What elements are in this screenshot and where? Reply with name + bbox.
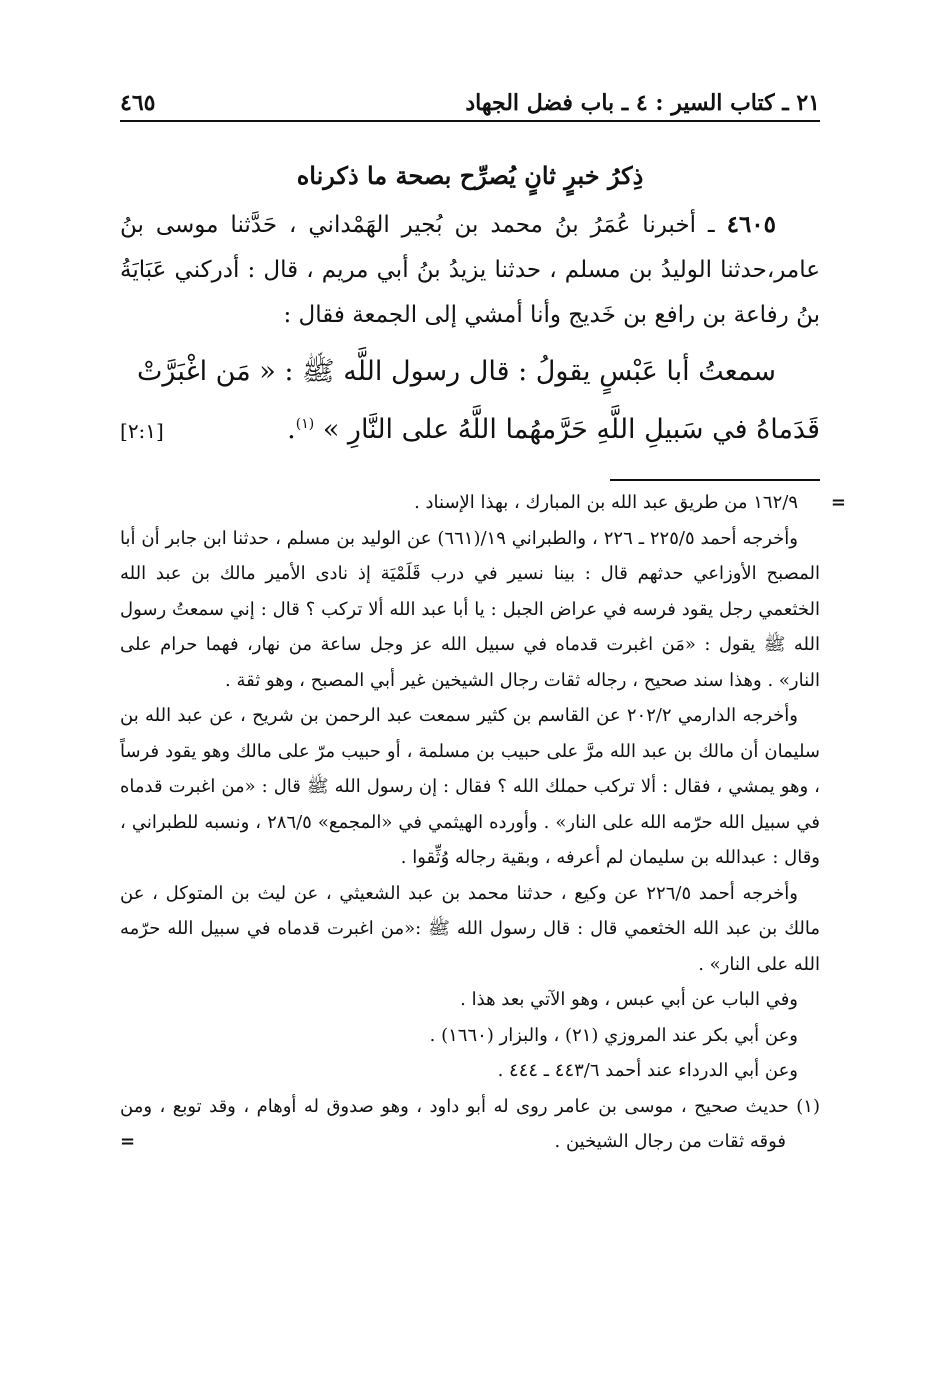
matn-line-2: [120, 398, 820, 457]
running-header: [120, 80, 820, 122]
hadith-number: ٤٦٠٥: [726, 211, 777, 238]
end-continuation-marker: =: [120, 1131, 136, 1152]
continuation-marker: =: [830, 492, 846, 513]
footnote-para-4: وأخرجه أحمد ٢٢٦/٥ عن وكيع ، حدثنا محمد بن عبد الشعيثي ، عن ليث بن المتوكل ، عن مالك بن عبد الله الخثعمي قال : قال رسول الله ﷺ :«من اغبرت قدماه في سبيل الله حرّمه الله على النار» .: [120, 882, 820, 975]
hadith-matn: [120, 346, 820, 457]
section-heading: ذِكرُ خبرٍ ثانٍ يُصرِّح بصحة ما ذكرناه: [296, 161, 644, 190]
footnote-divider: [610, 479, 820, 481]
matn-text-2: قَدَماهُ في سَبيلِ اللَّهِ حَرَّمهُما اللَّهُ على النَّارِ »: [322, 414, 820, 445]
hadith-isnad: [120, 202, 820, 338]
source-reference: [٢:١]: [120, 419, 164, 443]
footnote-para-6: وعن أبي بكر عند المروزي (٢١) ، والبزار (١٦٦٠) .: [429, 1024, 798, 1046]
book-page: [120, 80, 846, 1160]
hadith-text: [120, 202, 820, 338]
footnote-ref: (١): [295, 416, 315, 432]
footnote-para-7: وعن أبي الدرداء عند أحمد ٤٤٣/٦ ـ ٤٤٤ .: [497, 1060, 798, 1081]
footnote-para-2: وأخرجه أحمد ٢٢٥/٥ ـ ٢٢٦ ، والطبراني ١٩/(٦٦١) عن الوليد بن مسلم ، حدثنا ابن جابر أن أبا المصبح الأوزاعي حدثهم قال : بينا نسير في درب قَلَمْيَة إذ نادى الأمير مالك بن عبد الله الخثعمي رجل يقود فرسه في عراض الجبل : يا أبا عبد الله ألا تركب ؟ قال : إني سمعتُ رسول الله ﷺ يقول : «مَن اغبرت قدماه في سبيل الله عز وجل ساعة من نهار، فهما حرام على النار» . وهذا سند صحيح ، رجاله ثقات رجال الشيخين غير أبي المصبح ، وهو ثقة .: [120, 527, 820, 691]
footnote-1-text: (١) حديث صحيح ، موسى بن عامر روى له أبو داود ، وهو صدوق له أوهام ، وقد توبع ، ومن فوقه ثقات من رجال الشيخين .: [120, 1095, 820, 1152]
matn-text: قَدَماهُ في سَبيلِ اللَّهِ حَرَّمهُما اللَّهُ على النَّارِ » $^{(١)}$.: [287, 414, 820, 445]
matn-line-1: سمعتُ أبا عَبْسٍ يقولُ : قال رسول اللَّه ﷺ : « مَن اغْبَرَّتْ: [137, 356, 776, 387]
chapter-title: ٢١ ـ كتاب السير : ٤ ـ باب فضل الجهاد: [465, 90, 820, 116]
footnote-para-3: وأخرجه الدارمي ٢٠٢/٢ عن القاسم بن كثير سمعت عبد الرحمن بن شريح ، عن عبد الله بن سليمان أن مالك بن عبد الله مرَّ على حبيب بن مسلمة ، أو حبيب مرّ على مالك وهو يقود فرساً ، وهو يمشي ، فقال : ألا تركب حملك الله ؟ فقال : إن رسول الله ﷺ قال : «من اغبرت قدماه في سبيل الله حرّمه الله على النار» . وأورده الهيثمي في «المجمع» ٢٨٦/٥ ، ونسبه للطبراني ، وقال : عبدالله بن سليمان لم أعرفه ، وبقية رجاله وُثِّقوا .: [120, 705, 820, 868]
isnad-text: ـ أخبرنا عُمَرُ بنُ محمد بن بُجير الهَمْداني ، حَدَّثنا موسى بنُ عامر،حدثنا الوليدُ بن مسلم ، حدثنا يزيدُ بنُ أبي مريم ، قال : أدركني عَبَايَةُ بنُ رفاعة بن رافع بن خَديج وأنا أمشي إلى الجمعة فقال :: [120, 212, 820, 328]
footnote-1: [120, 1089, 820, 1160]
footnote-para-1: ١٦٢/٩ من طريق عبد الله بن المبارك ، بهذا الإسناد .: [414, 492, 798, 513]
footnotes-continued: [120, 485, 846, 1089]
footnote-para-5: وفي الباب عن أبي عبس ، وهو الآتي بعد هذا .: [460, 989, 798, 1010]
page-number: ٤٦٥: [120, 90, 156, 116]
